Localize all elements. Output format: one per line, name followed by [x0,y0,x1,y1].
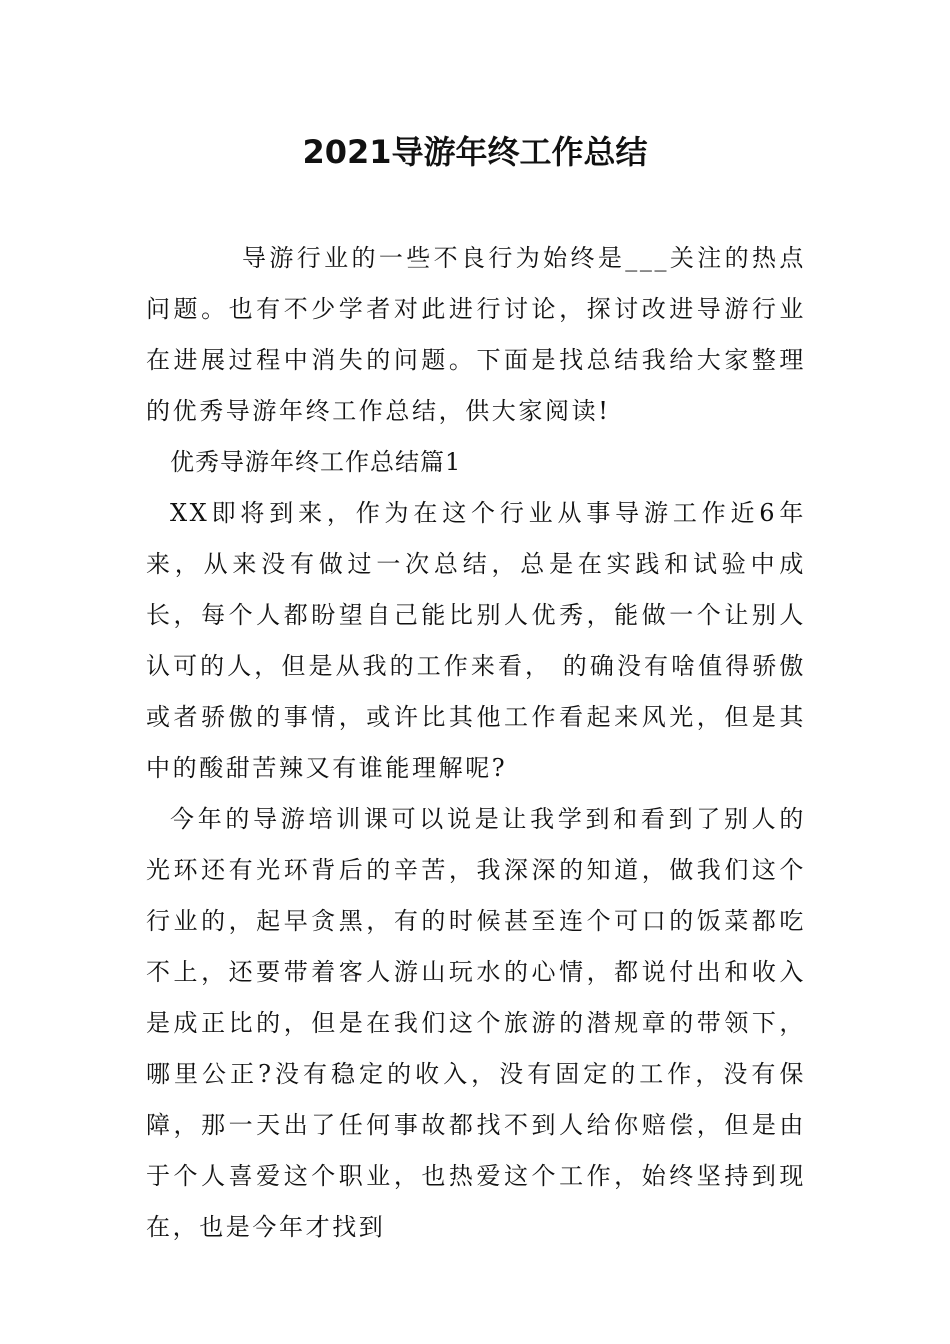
intro-paragraph: 导游行业的一些不良行为始终是___关注的热点问题。也有不少学者对此进行讨论，探讨改进导游行业在进展过程中消失的问题。下面是找总结我给大家整理的优秀导游年终工作总结，供大家阅读! [146,244,806,425]
section-heading: 优秀导游年终工作总结篇1 [170,448,462,476]
document-body [146,233,806,1253]
body-paragraph-2: 今年的导游培训课可以说是让我学到和看到了别人的光环还有光环背后的辛苦，我深深的知道，做我们这个行业的，起早贪黑，有的时候甚至连个可口的饭菜都吃不上，还要带着客人游山玩水的心情，都说付出和收入是成正比的，但是在我们这个旅游的潜规章的带领下，哪里公正?没有稳定的收入，没有固定的工作，没有保障，那一天出了任何事故都找不到人给你赔偿，但是由于个人喜爱这个职业，也热爱这个工作，始终坚持到现在，也是今年才找到 [146,805,806,1241]
document-title: 2021导游年终工作总结 [302,133,648,171]
body-paragraph-1: XX即将到来，作为在这个行业从事导游工作近6年来，从来没有做过一次总结，总是在实践和试验中成长，每个人都盼望自己能比别人优秀，能做一个让别人认可的人，但是从我的工作来看， 的确没有啥值得骄傲或者骄傲的事情，或许比其他工作看起来风光，但是其中的酸甜苦辣又有谁能理解呢? [146,499,806,782]
